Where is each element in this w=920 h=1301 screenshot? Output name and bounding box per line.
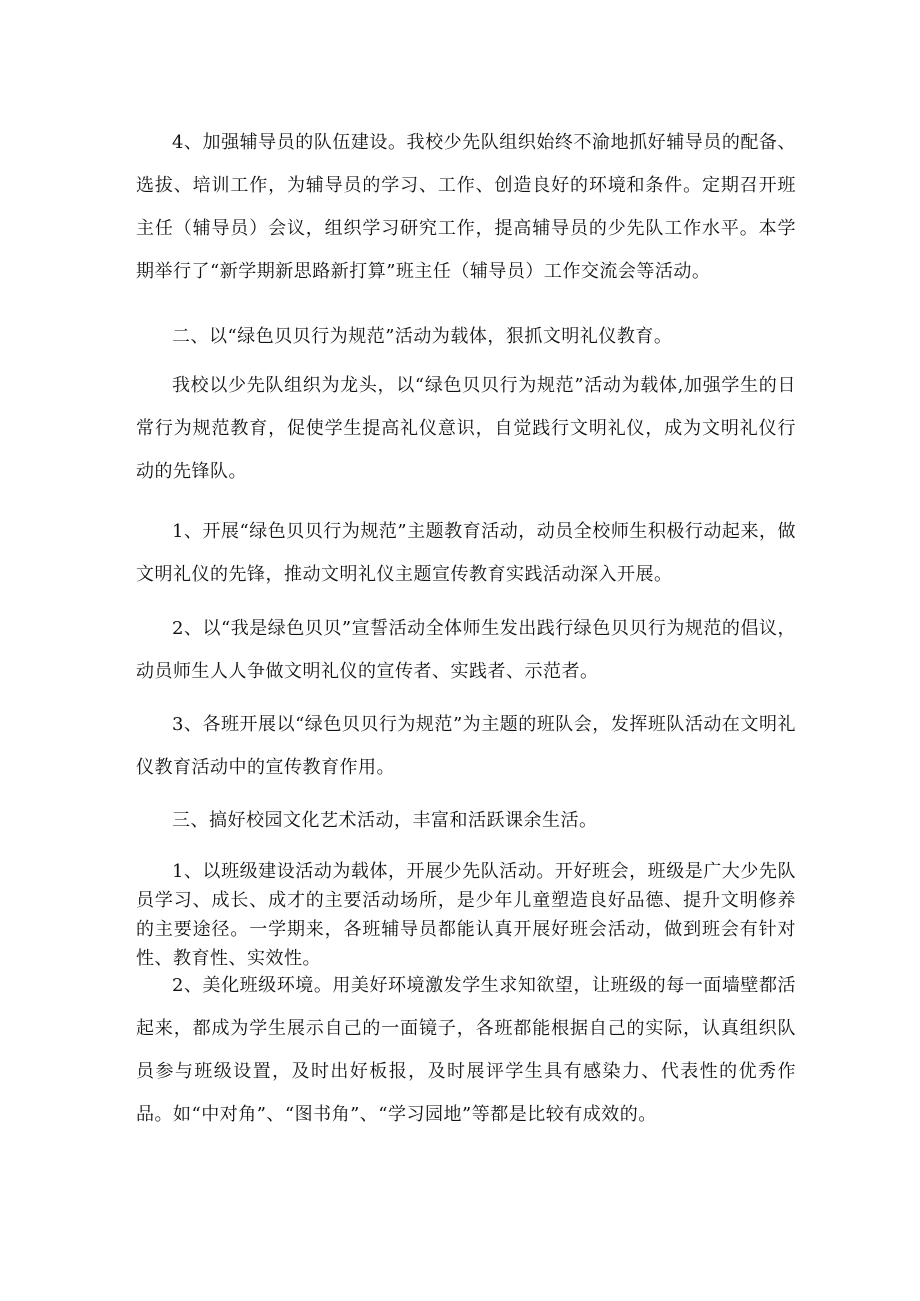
paragraph-etiquette-item-2: 2、以“我是绿色贝贝”宣誓活动全体师生发出践行绿色贝贝行为规范的倡议，动员师生人人争做文明礼仪的宣传者、实践者、示范者。 [136,618,796,682]
section-heading-etiquette: 二、以“绿色贝贝行为规范”活动为载体，狠抓文明礼仪教育。 [172,326,673,347]
paragraph-culture-item-1: 1、以班级建设活动为载体，开展少先队活动。开好班会，班级是广大少先队员学习、成长、成才的主要活动场所，是少年儿童塑造良好品德、提升文明修养的主要途径。一学期来，各班辅导员都能认真开展好班会活动，做到班会有针对性、教育性、实效性。 [136,861,796,969]
paragraph-etiquette-intro: 我校以少先队组织为龙头，以“绿色贝贝行为规范”活动为载体,加强学生的日常行为规范教育，促使学生提高礼仪意识，自觉践行文明礼仪，成为文明礼仪行动的先锋队。 [136,375,796,482]
paragraph-etiquette-item-3: 3、各班开展以“绿色贝贝行为规范”为主题的班队会，发挥班队活动在文明礼仪教育活动中的宣传教育作用。 [136,714,796,778]
paragraph-counselor-team: 4、加强辅导员的队伍建设。我校少先队组织始终不渝地抓好辅导员的配备、选拔、培训工作，为辅导员的学习、工作、创造良好的环境和条件。定期召开班主任（辅导员）会议，组织学习研究工作，提高辅导员的少先队工作水平。本学期举行了“新学期新思路新打算”班主任（辅导员）工作交流会等活动。 [136,132,796,282]
section-heading-culture: 三、搞好校园文化艺术活动，丰富和活跃课余生活。 [172,810,598,831]
paragraph-culture-item-2: 2、美化班级环境。用美好环境激发学生求知欲望，让班级的每一面墙壁都活起来，都成为学生展示自己的一面镜子，各班都能根据自己的实际，认真组织队员参与班级设置，及时出好板报，及时展评学生具有感染力、代表性的优秀作品。如“中对角”、“图书角”、“学习园地”等都是比较有成效的。 [136,975,796,1125]
paragraph-etiquette-item-1: 1、开展“绿色贝贝行为规范”主题教育活动，动员全校师生积极行动起来，做文明礼仪的先锋，推动文明礼仪主题宣传教育实践活动深入开展。 [136,521,796,585]
